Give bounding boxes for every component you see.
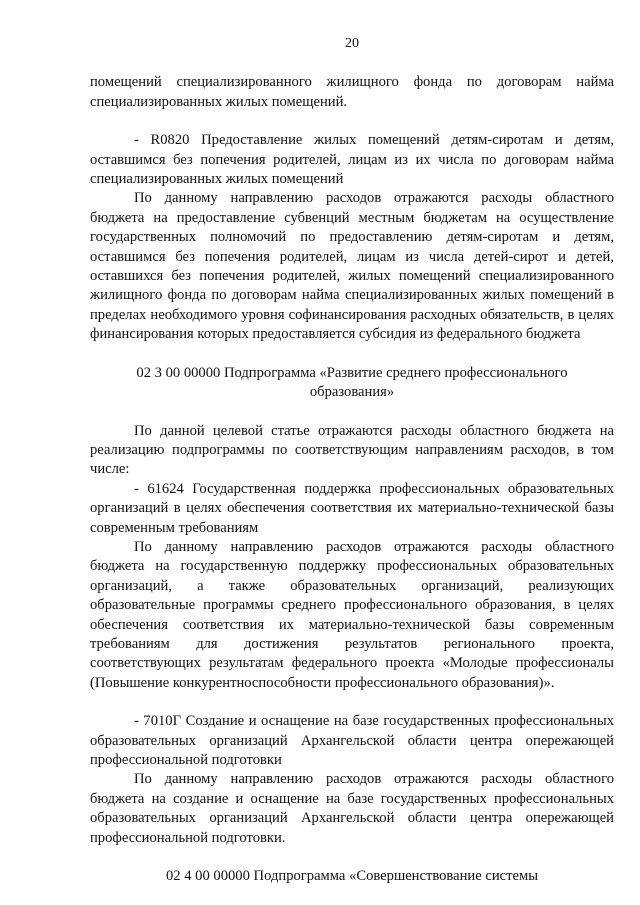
paragraph-r0820-description: По данному направлению расходов отражаются расходы областного бюджета на предоставление субвенций местным бюджетам на осуществление государственных полномочий по предоставлению детям-сиротам и детям, оставшимся без попечения родителей, лицам из числа детей-сирот и детей, оставшихся без попечения родителей, жилых помещений специализированного жилищного фонда по договорам найма специализированных жилых помещений в пределах необходимого уровня софинансирования расходных обязательств, в целях финансирования которых предоставляется субсидия из федерального бюджета xyxy=(90,190,614,343)
subprogram-heading-02-3: 02 3 00 00000 Подпрограмма «Развитие среднего профессионального образования» xyxy=(136,364,568,401)
page-number: 20 xyxy=(345,36,359,51)
paragraph-61624-description: По данному направлению расходов отражаются расходы областного бюджета на государственную поддержку профессиональных образовательных организаций, а также образовательных организаций, реализующих образовательные программы среднего профессионального образования, в целях обеспечения соответствия их материально-технической базы современным требованиям для достижения результатов регионального проекта, соответствующих результатам федерального проекта «Молодые профессионалы (Повышение конкурентноспособности профессионального образования)». xyxy=(90,538,614,691)
item-r0820: - R0820 Предоставление жилых помещений детям-сиротам и детям, оставшимся без попечения родителей, лицам из их числа по договорам найма специализированных жилых помещений xyxy=(90,132,614,188)
document-page xyxy=(90,34,614,886)
paragraph-gap xyxy=(90,112,614,131)
paragraph-gap xyxy=(90,345,614,364)
item-7010g: - 7010Г Создание и оснащение на базе государственных профессиональных образовательных организаций Архангельской области центра опережающей профессиональной подготовки xyxy=(90,713,614,768)
paragraph-gap xyxy=(90,848,614,867)
paragraph-7010g-description: По данному направлению расходов отражаются расходы областного бюджета на создание и оснащение на базе государственных профессиональных образовательных организаций Архангельской области центра опережающей профессиональной подготовки. xyxy=(90,771,614,846)
paragraph-continuation: помещений специализированного жилищного фонда по договорам найма специализированных жилых помещений. xyxy=(90,74,614,110)
subprogram-heading-02-4: 02 4 00 00000 Подпрограмма «Совершенствование системы xyxy=(165,868,539,885)
paragraph-gap xyxy=(90,403,614,422)
item-61624: - 61624 Государственная поддержка профессиональных образовательных организаций в целях обеспечения соответствия их материально-технической базы современным требованиям xyxy=(90,480,614,536)
paragraph-target-article: По данной целевой статье отражаются расходы областного бюджета на реализацию подпрограммы по соответствующим направлениям расходов, в том числе: xyxy=(90,422,614,478)
paragraph-gap xyxy=(90,693,614,712)
